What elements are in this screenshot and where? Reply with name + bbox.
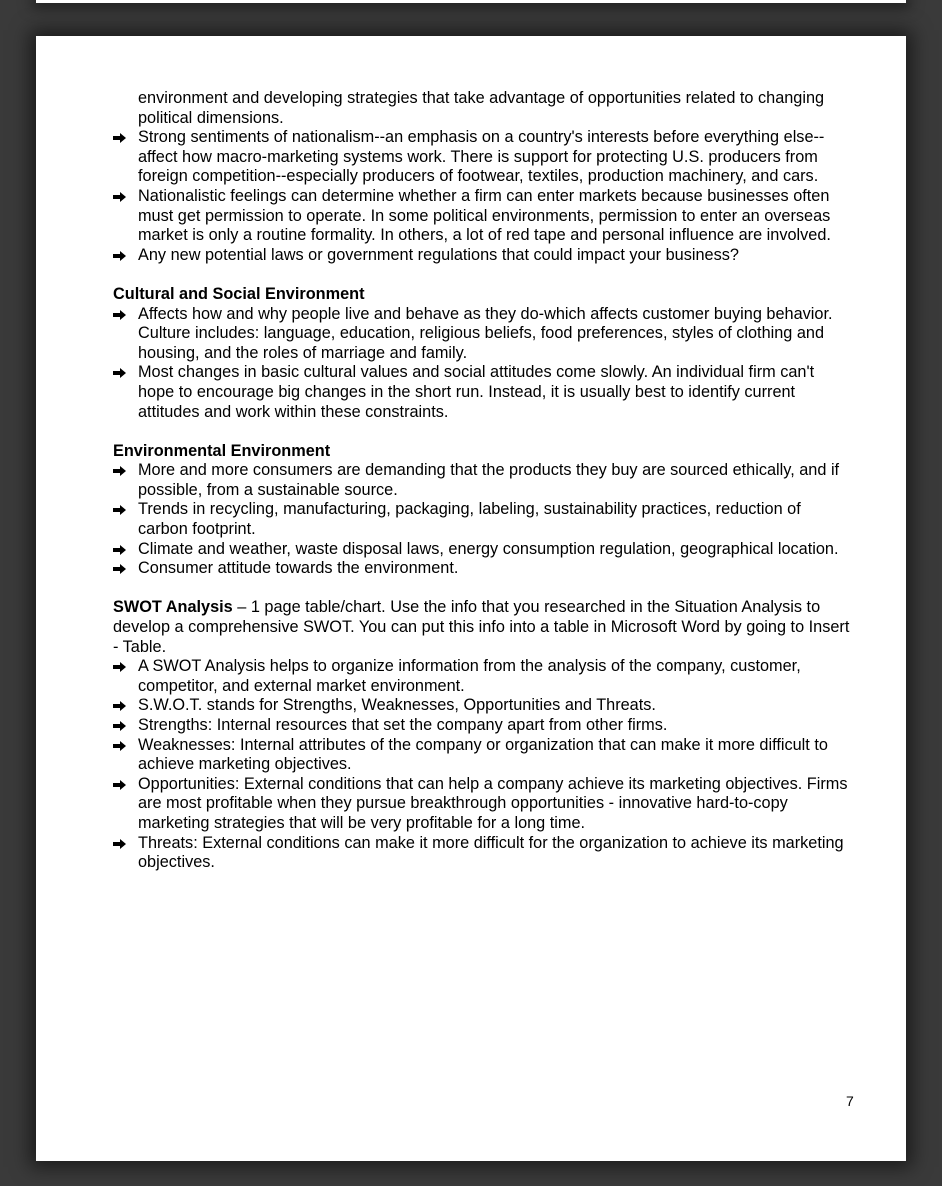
arrow-bullet-icon: [113, 461, 129, 481]
list-item-text: Opportunities: External conditions that can help a company achieve its marketing objectives. Firms are most profitable when they pursue breakthrough opportunities - innovative hard-to-copy marketing strategies that will be very profitable for a long time.: [138, 774, 848, 832]
list-item: [113, 540, 853, 560]
list-item-text: Threats: External conditions can make it more difficult for the organization to achieve its marketing objectives.: [138, 833, 844, 872]
list-item: [113, 128, 853, 187]
swot-intro-text: – 1 page table/chart. Use the info that you researched in the Situation Analysis to develop a comprehensive SWOT. You can put this info into a table in Microsoft Word by going to Insert - Table.: [113, 598, 850, 656]
arrow-bullet-icon: [113, 305, 129, 325]
arrow-bullet-icon: [113, 246, 129, 266]
list-item-text: Any new potential laws or government regulations that could impact your business?: [138, 245, 739, 264]
list-item-text: Strengths: Internal resources that set the company apart from other firms.: [138, 716, 668, 734]
list-item: [113, 363, 853, 422]
list-item-text: Most changes in basic cultural values and social attitudes come slowly. An individual firm can't hope to encourage big changes in the short run. Instead, it is usually best to identify current attitudes and work within these constraints.: [138, 363, 815, 421]
list-item-text: A SWOT Analysis helps to organize information from the analysis of the company, customer, competitor, and external market environment.: [138, 657, 801, 695]
list-item: [113, 246, 853, 266]
list-item: [113, 775, 853, 834]
list-item: [113, 736, 853, 775]
list-item-text: S.W.O.T. stands for Strengths, Weaknesses, Opportunities and Threats.: [138, 696, 656, 715]
arrow-bullet-icon: [113, 736, 129, 756]
list-item: [113, 187, 853, 246]
list-item-text: Strong sentiments of nationalism--an emphasis on a country's interests before everything else--affect how macro-marketing systems work. There is support for protecting U.S. producers from foreign competition--especially producers of footwear, textiles, production machinery, and cars.: [138, 128, 825, 186]
swot-intro-paragraph: [113, 598, 853, 657]
list-item-text: Affects how and why people live and behave as they do-which affects customer buying behavior. Culture includes: language, education, religious beliefs, food preferences, styles of clothing and housing, and the roles of marriage and family.: [138, 304, 833, 362]
arrow-bullet-icon: [113, 128, 129, 148]
list-item: [113, 461, 853, 500]
arrow-bullet-icon: [113, 696, 129, 716]
arrow-bullet-icon: [113, 500, 129, 520]
list-item: [113, 696, 853, 716]
arrow-bullet-icon: [113, 834, 129, 854]
list-item: [113, 500, 853, 539]
page-content: [113, 89, 853, 873]
arrow-bullet-icon: [113, 657, 129, 677]
list-item: [113, 716, 853, 736]
continued-paragraph: environment and developing strategies that take advantage of opportunities related to changing political dimensions.: [138, 89, 825, 127]
section-heading-swot: SWOT Analysis: [113, 598, 233, 617]
list-item: [113, 559, 853, 579]
list-item-text: Nationalistic feelings can determine whether a firm can enter markets because businesses often must get permission to operate. In some political environments, permission to enter an overseas market is only a routine formality. In others, a lot of red tape and personal influence are involved.: [138, 186, 831, 245]
list-item: [113, 305, 853, 364]
list-item-text: Consumer attitude towards the environment.: [138, 559, 459, 578]
list-item: [113, 834, 853, 873]
arrow-bullet-icon: [113, 559, 129, 579]
section-heading-environmental: Environmental Environment: [113, 441, 331, 460]
previous-page-edge: [36, 0, 906, 3]
list-item-text: Weaknesses: Internal attributes of the company or organization that can make it more difficult to achieve marketing objectives.: [138, 735, 828, 774]
arrow-bullet-icon: [113, 540, 129, 560]
arrow-bullet-icon: [113, 363, 129, 383]
arrow-bullet-icon: [113, 187, 129, 207]
document-page: [36, 36, 906, 1161]
list-item-text: More and more consumers are demanding that the products they buy are sourced ethically, and if possible, from a sustainable source.: [138, 461, 840, 499]
arrow-bullet-icon: [113, 775, 129, 795]
list-item-text: Climate and weather, waste disposal laws, energy consumption regulation, geographical location.: [138, 539, 839, 558]
list-item-text: Trends in recycling, manufacturing, packaging, labeling, sustainability practices, reduction of carbon footprint.: [138, 500, 801, 539]
list-item: [113, 657, 853, 696]
page-number: 7: [846, 1093, 854, 1109]
section-heading-cultural: Cultural and Social Environment: [113, 284, 365, 303]
arrow-bullet-icon: [113, 716, 129, 736]
